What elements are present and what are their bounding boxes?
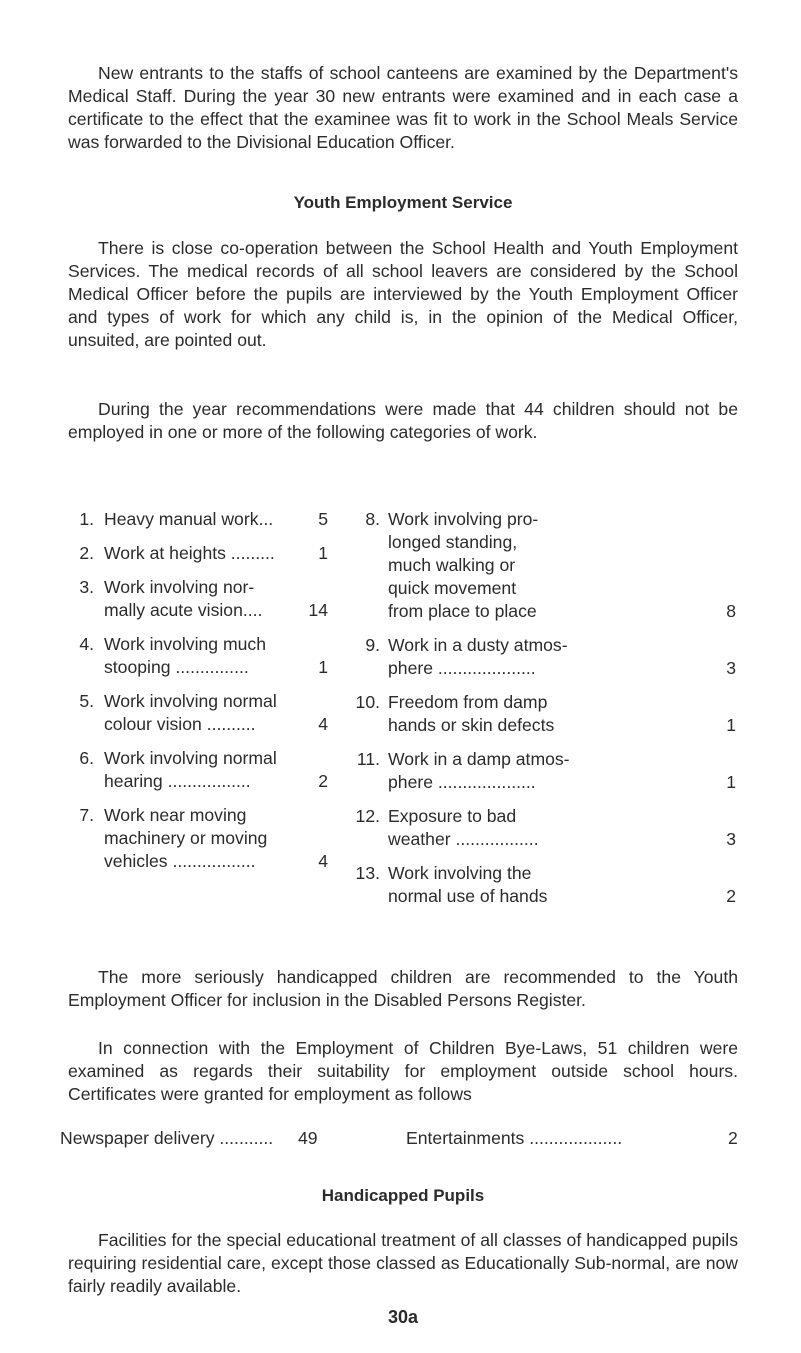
facilities-paragraph: Facilities for the special educational treatment of all classes of handicapped pupils requiring residential care, except those classed as Educationally Sub-normal, are now fairly readily available. — [68, 1230, 738, 1296]
category-item-3: 3. Work involving nor- mally acute vision.... 14 — [79, 577, 328, 620]
category-item-10: 10. Freedom from damp hands or skin defects 1 — [355, 692, 736, 735]
category-item-8: 8. Work involving pro- longed standing, much walking or quick movement from place to place 8 — [365, 509, 736, 621]
page-number: 30a — [387, 1307, 419, 1327]
category-item-1: 1. Heavy manual work... 5 — [79, 509, 328, 529]
category-item-13: 13. Work involving the normal use of hands 2 — [355, 863, 736, 906]
category-item-4: 4. Work involving much stooping ............... 1 — [79, 634, 328, 677]
category-item-2: 2. Work at heights ......... 1 — [79, 543, 328, 563]
bye-laws-paragraph-visible: In connection with the Employment of Children Bye-Laws, 51 children were examined as regards their suitability for employment outside school hours. Certificates were granted for employment as follows — [68, 1038, 738, 1104]
youth-paragraph-2: During the year recommendations were made that 44 children should not be employed in one or more of the following categories of work. — [68, 399, 738, 442]
entertainments-label: Entertainments ................... — [406, 1128, 623, 1148]
intro-paragraph: New entrants to the staffs of school canteens are examined by the Department's Medical Staff. During the year 30 new entrants were examined and in each case a certificate to the effect that the examinee was fit to work in the School Meals Service was forwarded to the Divisional Education Officer. — [68, 63, 738, 152]
category-item-6: 6. Work involving normal hearing ................. 2 — [79, 748, 328, 791]
category-item-5: 5. Work involving normal colour vision .......... 4 — [79, 691, 328, 734]
handicapped-pupils-heading: Handicapped Pupils — [321, 1186, 485, 1205]
youth-paragraph-1: There is close co-operation between the School Health and Youth Employment Services. The medical records of all school leavers are considered by the School Medical Officer before the pupils are interviewed by the Youth Employment Officer and types of work for which any child is, in the opinion of the Medical Officer, unsuited, are pointed out. — [68, 238, 738, 350]
work-categories-list — [68, 508, 738, 968]
youth-employment-heading: Youth Employment Service — [293, 193, 513, 212]
categories-right-column — [348, 508, 736, 919]
handicapped-register-paragraph: The more seriously handicapped children are recommended to the Youth Employment Officer for inclusion in the Disabled Persons Register. — [68, 967, 738, 1010]
category-item-7: 7. Work near moving machinery or moving vehicles ................. 4 — [79, 805, 328, 871]
category-item-11: 11. Work in a damp atmos- phere .................... 1 — [356, 749, 736, 792]
entertainments-value: 2 — [728, 1128, 738, 1148]
newspaper-delivery-label: Newspaper delivery ........... — [60, 1128, 274, 1148]
category-item-9: 9. Work in a dusty atmos- phere .................... 3 — [365, 635, 736, 678]
categories-left-column — [68, 508, 328, 884]
category-item-12: 12. Exposure to bad weather ................. 3 — [355, 806, 736, 849]
newspaper-delivery-value: 49 — [298, 1128, 318, 1148]
